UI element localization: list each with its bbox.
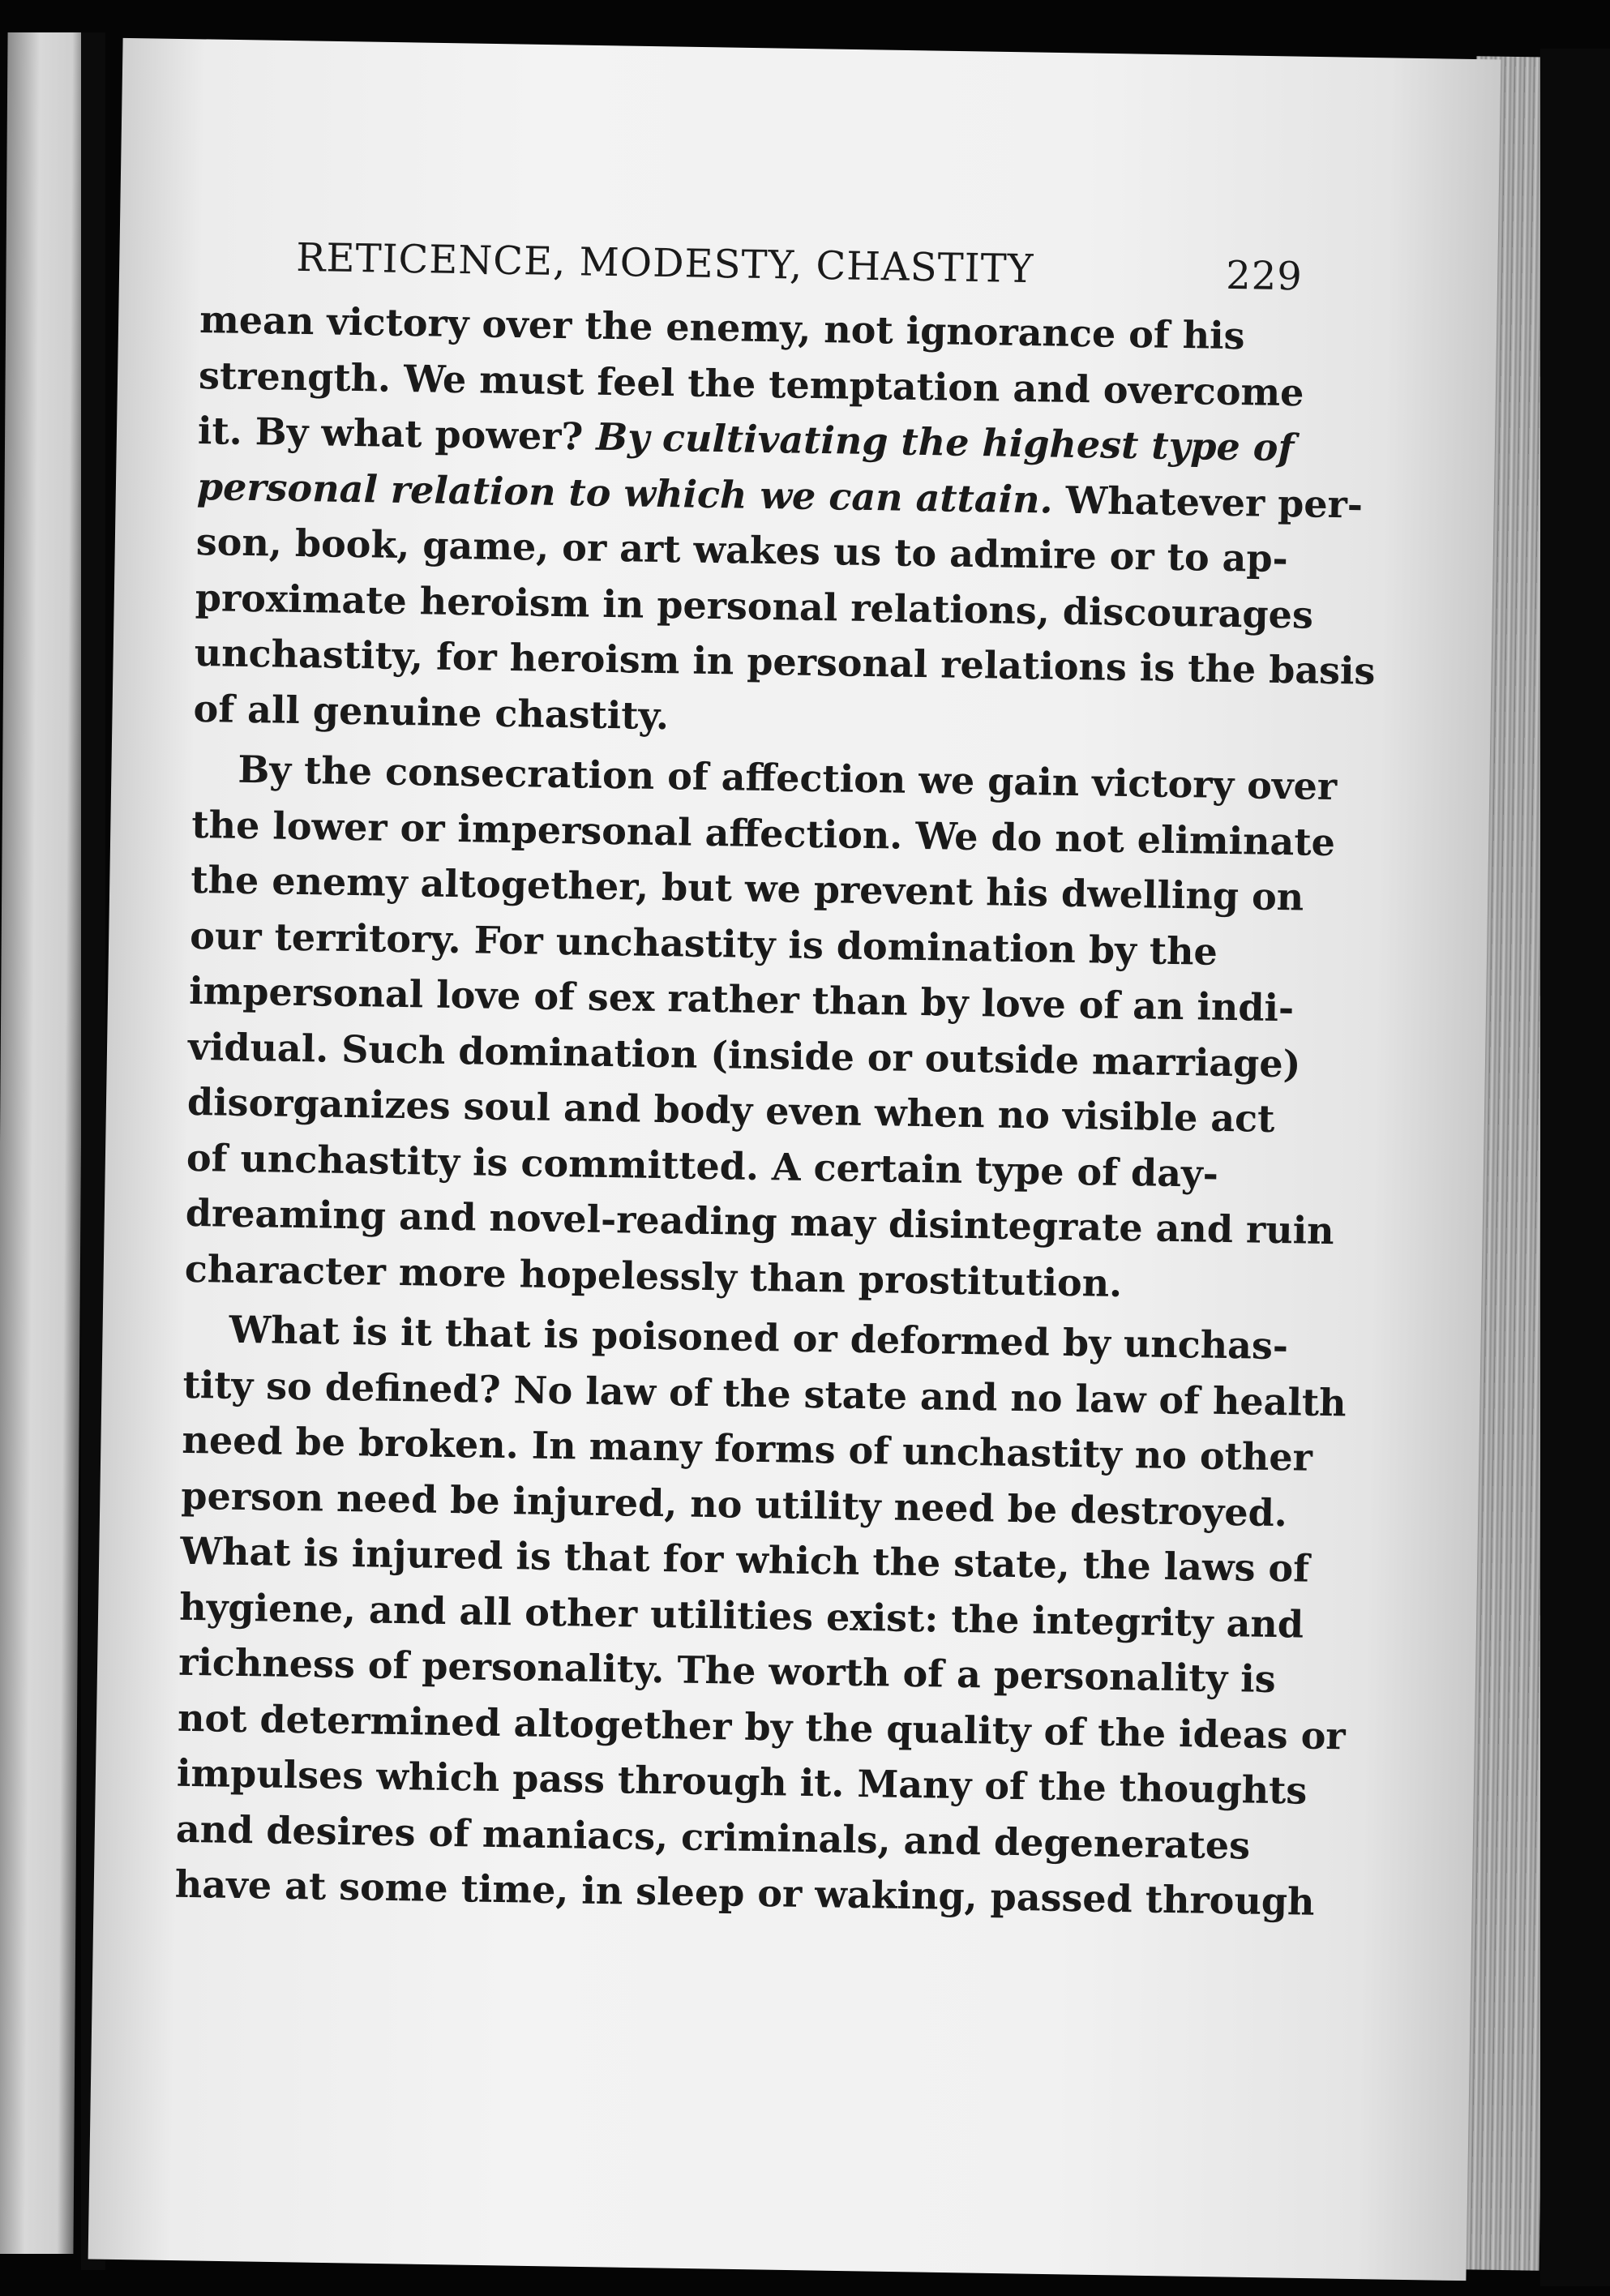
text-line: tity so defined? No law of the state and no law of health bbox=[182, 1362, 1347, 1424]
text-line: of unchastity is committed. A certain type of day- bbox=[186, 1135, 1219, 1196]
text-line: our territory. For unchastity is domination by the bbox=[189, 913, 1218, 974]
text-segment: it. By what power? bbox=[197, 408, 597, 459]
text-line: disorganizes soul and body even when no visible act bbox=[186, 1079, 1275, 1141]
emphasis-text: personal relation to which we can attain. bbox=[196, 464, 1054, 522]
text-line: vidual. Such domination (inside or outside marriage) bbox=[187, 1024, 1301, 1086]
text-line: unchastity, for heroism in personal relations is the basis bbox=[194, 630, 1376, 693]
page-number: 229 bbox=[1225, 252, 1304, 300]
text-line: have at some time, in sleep or waking, passed through bbox=[174, 1861, 1315, 1924]
text-line: mean victory over the enemy, not ignorance of his bbox=[199, 297, 1245, 358]
text-line: What is injured is that for which the state, the laws of bbox=[179, 1528, 1310, 1591]
text-line: of all genuine chastity. bbox=[193, 686, 670, 738]
text-line: richness of personality. The worth of a personality is bbox=[178, 1639, 1277, 1702]
text-line: need be broken. In many forms of unchastity no other bbox=[182, 1417, 1313, 1480]
text-line: impulses which pass through it. Many of the thoughts bbox=[176, 1750, 1308, 1813]
paragraph-3 bbox=[174, 1301, 1347, 1928]
running-title: RETICENCE, MODESTY, CHASTITY bbox=[295, 234, 1034, 293]
text-line: What is it that is poisoned or deformed by unchas- bbox=[229, 1307, 1289, 1369]
text-line: character more hopelessly than prostitution. bbox=[184, 1246, 1123, 1305]
paragraph-1 bbox=[193, 292, 1376, 752]
text-line: son, book, game, or art wakes us to admire or to ap- bbox=[195, 519, 1289, 581]
text-line: strength. We must feel the temptation and overcome bbox=[198, 353, 1304, 414]
text-line: person need be injured, no utility need be destroyed. bbox=[181, 1473, 1288, 1535]
text-line: not determined altogether by the quality of the ideas or bbox=[177, 1695, 1347, 1758]
text-line: proximate heroism in personal relations, discourages bbox=[195, 575, 1314, 637]
text-line: hygiene, and all other utilities exist: the integrity and bbox=[178, 1584, 1304, 1647]
facing-page-edge bbox=[0, 32, 89, 2254]
text-line: the lower or impersonal affection. We do not eliminate bbox=[191, 802, 1336, 864]
emphasis-text: By cultivating the highest type of bbox=[595, 414, 1295, 470]
text-line: By the consecration of affection we gain victory over bbox=[238, 747, 1338, 809]
text-line: dreaming and novel-reading may disintegrate and ruin bbox=[185, 1190, 1335, 1253]
text-line: and desires of maniacs, criminals, and degenerates bbox=[175, 1806, 1251, 1868]
text-line: impersonal love of sex rather than by love of an indi- bbox=[188, 968, 1295, 1030]
text-line: the enemy altogether, but we prevent his dwelling on bbox=[190, 857, 1304, 919]
paragraph-2 bbox=[184, 741, 1338, 1313]
text-segment: Whatever per- bbox=[1052, 478, 1364, 527]
page-text bbox=[174, 227, 1376, 1928]
scan-right-border bbox=[1540, 49, 1610, 2286]
